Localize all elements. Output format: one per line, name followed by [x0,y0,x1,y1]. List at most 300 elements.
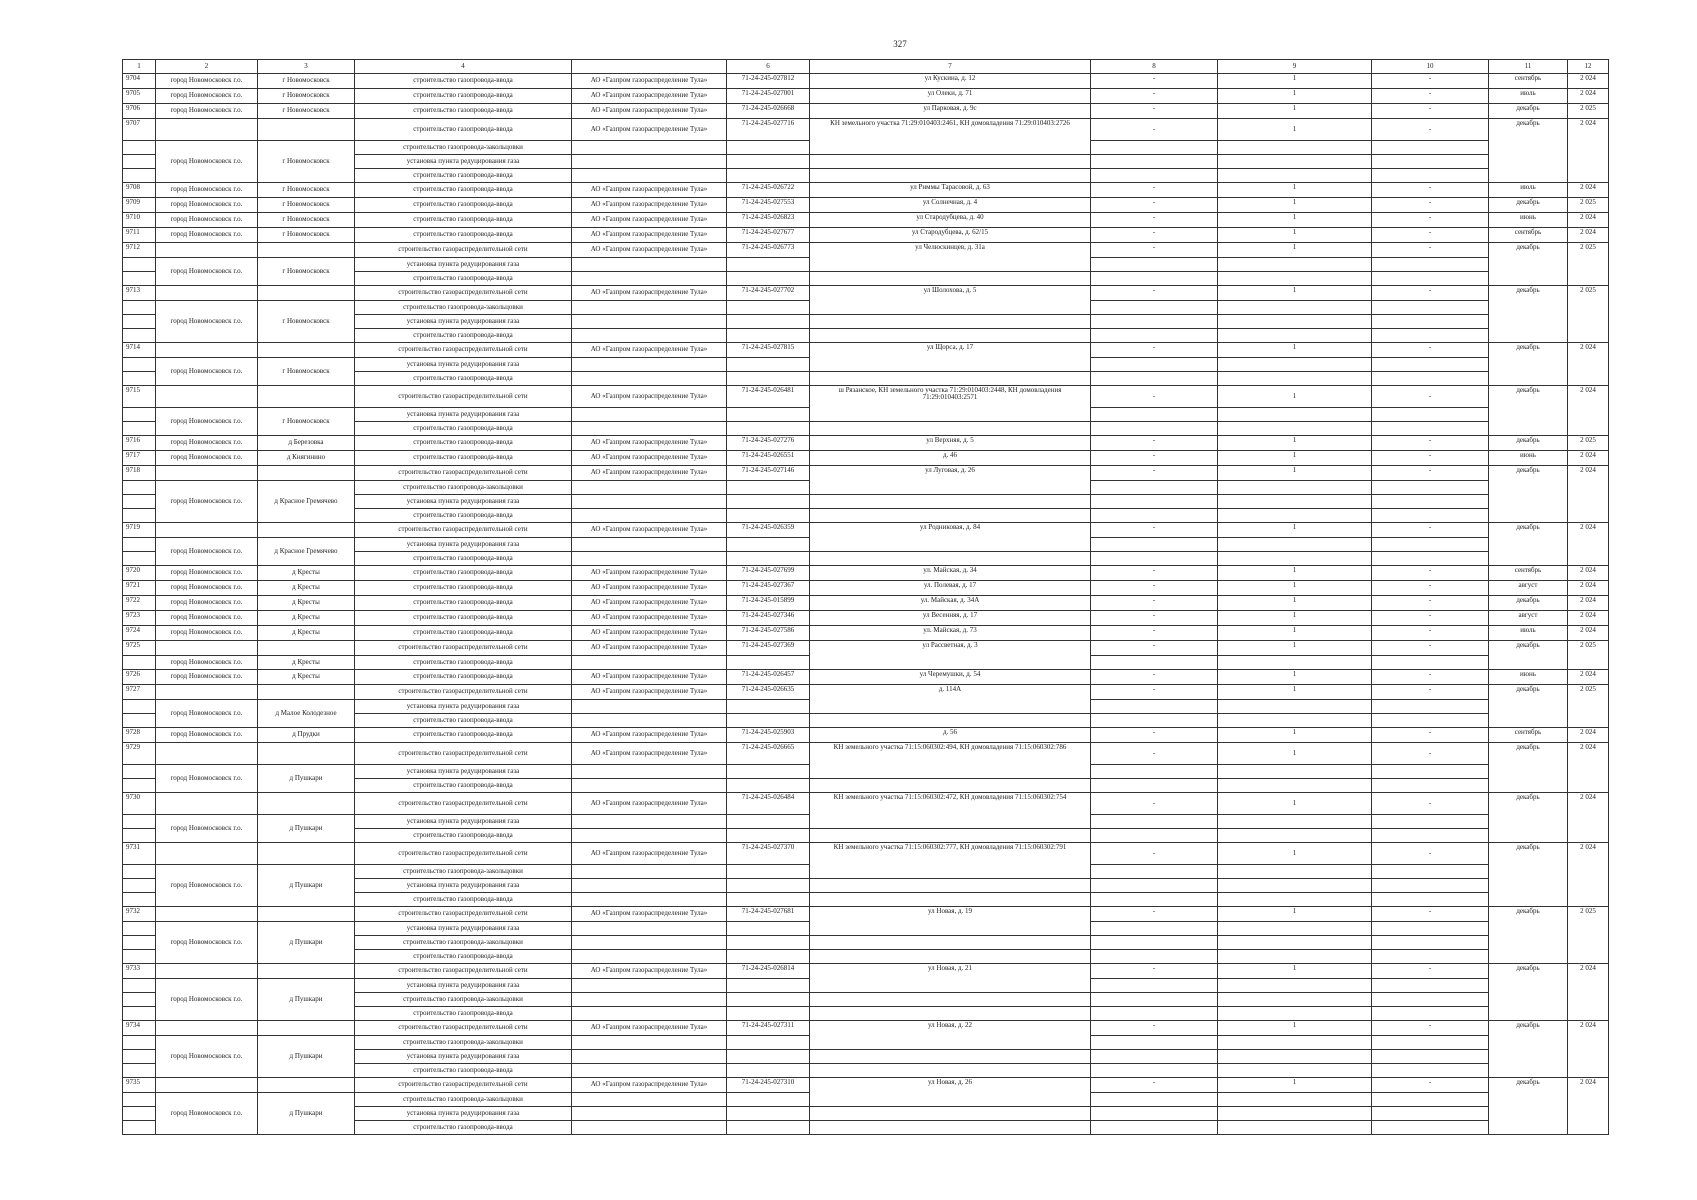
col9-empty [1218,329,1372,343]
col10-cell: - [1372,228,1489,243]
col8-empty [1091,1093,1218,1107]
gasification-table [122,59,1609,1135]
code-cell: 71-24-245-027716 [727,119,810,141]
code-cell: 71-24-245-026551 [727,451,810,466]
month-cell: сентябрь [1489,228,1568,243]
address-cell: ул. Майская, д. 73 [810,626,1091,641]
locality-cell: д Пушкари [258,1093,355,1135]
row-number: 9715 [123,386,156,408]
work-type-cell: строительство газораспределительной сети [355,286,572,301]
organization-empty [572,315,727,329]
row-number: 9728 [123,728,156,743]
work-type-cell: строительство газопровода-ввода [355,611,572,626]
organization-cell: АО «Газпром газораспределение Тула» [572,104,727,119]
work-type-cell: строительство газопровода-ввода [355,714,572,728]
organization-cell: АО «Газпром газораспределение Тула» [572,386,727,408]
organization-empty [572,258,727,272]
col9-cell: 1 [1218,743,1372,765]
row-number: 9713 [123,286,156,301]
row-number: 9706 [123,104,156,119]
col9-cell: 1 [1218,670,1372,685]
col9-cell: 1 [1218,964,1372,979]
organization-cell: АО «Газпром газораспределение Тула» [572,596,727,611]
code-cell: 71-24-245-027001 [727,89,810,104]
organization-empty [572,301,727,315]
table-row [123,343,1609,358]
col8-empty [1091,509,1218,523]
code-empty [727,552,810,566]
organization-empty [572,879,727,893]
code-empty [727,509,810,523]
organization-empty [572,656,727,670]
table-row [123,119,1609,141]
organization-cell: АО «Газпром газораспределение Тула» [572,566,727,581]
month-cell: декабрь [1489,436,1568,451]
work-type-cell: строительство газораспределительной сети [355,793,572,815]
month-cell: сентябрь [1489,728,1568,743]
col9-empty [1218,315,1372,329]
organization-cell: АО «Газпром газораспределение Тула» [572,1021,727,1036]
code-empty [727,936,810,950]
work-type-cell: установка пункта редуцирования газа [355,495,572,509]
row-number: 9708 [123,183,156,198]
organization-cell: АО «Газпром газораспределение Тула» [572,1078,727,1093]
col8-cell: - [1091,670,1218,685]
year-cell: 2 024 [1568,183,1609,198]
municipality-empty [156,343,258,358]
row-number: 9711 [123,228,156,243]
code-empty [727,714,810,728]
locality-cell: д Княгинино [258,451,355,466]
table-row [123,626,1609,641]
work-type-cell: строительство газопровода-закольцовки [355,936,572,950]
code-cell: 71-24-245-026773 [727,243,810,258]
organization-empty [572,141,727,155]
organization-cell: АО «Газпром газораспределение Тула» [572,228,727,243]
col10-empty [1372,765,1489,779]
row-number: 9730 [123,793,156,815]
table-row [123,596,1609,611]
col9-empty [1218,258,1372,272]
organization-empty [572,922,727,936]
col8-cell: - [1091,743,1218,765]
code-cell: 71-24-245-026635 [727,685,810,700]
col10-cell: - [1372,641,1489,656]
col10-empty [1372,829,1489,843]
row-number: 9717 [123,451,156,466]
organization-empty [572,481,727,495]
organization-empty [572,1093,727,1107]
address-cell: ул. Майская, д. 34А [810,596,1091,611]
col9-empty [1218,272,1372,286]
address-cell: ул Солнечная, д. 4 [810,198,1091,213]
gasification-table-container [122,59,1608,1135]
work-type-cell: установка пункта редуцирования газа [355,922,572,936]
organization-cell: АО «Газпром газораспределение Тула» [572,523,727,538]
year-cell: 2 025 [1568,286,1609,343]
col8-cell: - [1091,626,1218,641]
col10-empty [1372,315,1489,329]
col10-cell: - [1372,343,1489,358]
locality-cell: д Кресты [258,596,355,611]
month-cell: июль [1489,89,1568,104]
locality-cell: г Новомосковск [258,301,355,343]
address-cell: ул Рассветная, д. 3 [810,641,1091,670]
locality-cell: д Кресты [258,626,355,641]
municipality-cell: город Новомосковск г.о. [156,408,258,436]
address-cell: ул Черемушки, д. 54 [810,670,1091,685]
col9-empty [1218,829,1372,843]
work-type-cell: строительство газопровода-ввода [355,272,572,286]
month-cell: декабрь [1489,843,1568,907]
col10-empty [1372,922,1489,936]
col10-cell: - [1372,286,1489,301]
row-number-empty [123,656,156,670]
col8-cell: - [1091,343,1218,358]
address-empty [810,495,1091,509]
col10-cell: - [1372,198,1489,213]
col8-empty [1091,408,1218,422]
col9-empty [1218,656,1372,670]
year-cell: 2 024 [1568,74,1609,89]
organization-cell: АО «Газпром газораспределение Тула» [572,793,727,815]
col8-cell: - [1091,581,1218,596]
col8-cell: - [1091,843,1218,865]
code-cell: 71-24-245-026668 [727,104,810,119]
header-cell: 1 [123,60,156,74]
address-cell: ул Стародубцева, д. 40 [810,213,1091,228]
col9-empty [1218,1064,1372,1078]
address-empty [810,1121,1091,1135]
address-cell: ул Олеки, д. 71 [810,89,1091,104]
col9-empty [1218,1093,1372,1107]
header-row [123,60,1609,74]
work-type-cell: строительство газопровода-ввода [355,372,572,386]
row-number-empty [123,258,156,272]
col9-cell: 1 [1218,1078,1372,1093]
year-cell: 2 024 [1568,596,1609,611]
code-empty [727,1107,810,1121]
address-empty [810,879,1091,893]
header-cell: 11 [1489,60,1568,74]
work-type-cell: строительство газопровода-ввода [355,552,572,566]
col8-empty [1091,372,1218,386]
col9-empty [1218,815,1372,829]
col9-empty [1218,141,1372,155]
table-row [123,843,1609,865]
row-number: 9709 [123,198,156,213]
col9-cell: 1 [1218,228,1372,243]
organization-empty [572,169,727,183]
address-cell: д. 114А [810,685,1091,714]
address-empty [810,1050,1091,1064]
month-cell: декабрь [1489,964,1568,1021]
work-type-cell: строительство газопровода-ввода [355,728,572,743]
col8-empty [1091,169,1218,183]
table-row [123,104,1609,119]
row-number-empty [123,714,156,728]
col8-empty [1091,922,1218,936]
municipality-cell: город Новомосковск г.о. [156,89,258,104]
address-empty [810,893,1091,907]
locality-empty [258,343,355,358]
col8-empty [1091,481,1218,495]
header-cell: 12 [1568,60,1609,74]
organization-empty [572,358,727,372]
municipality-cell: город Новомосковск г.о. [156,626,258,641]
col8-cell: - [1091,119,1218,141]
locality-cell: д Кресты [258,611,355,626]
code-empty [727,893,810,907]
col8-empty [1091,700,1218,714]
month-cell: декабрь [1489,596,1568,611]
organization-empty [572,1107,727,1121]
row-number-empty [123,495,156,509]
col8-empty [1091,301,1218,315]
year-cell: 2 024 [1568,566,1609,581]
row-number: 9705 [123,89,156,104]
work-type-cell: строительство газопровода-ввода [355,566,572,581]
col9-cell: 1 [1218,1021,1372,1036]
table-row [123,728,1609,743]
year-cell: 2 024 [1568,843,1609,907]
table-body [123,74,1609,1135]
col10-empty [1372,1107,1489,1121]
locality-cell: д Малое Колодезное [258,700,355,728]
table-row [123,670,1609,685]
address-empty [810,936,1091,950]
col9-empty [1218,155,1372,169]
col8-cell: - [1091,1078,1218,1093]
year-cell: 2 024 [1568,611,1609,626]
page-number: 327 [893,39,907,49]
work-type-cell: строительство газопровода-ввода [355,656,572,670]
organization-empty [572,714,727,728]
municipality-cell: город Новомосковск г.о. [156,183,258,198]
year-cell: 2 024 [1568,119,1609,183]
col10-empty [1372,1093,1489,1107]
col10-empty [1372,422,1489,436]
row-number-empty [123,329,156,343]
row-number: 9724 [123,626,156,641]
address-cell: д. 46 [810,451,1091,466]
address-cell: ул Челюскинцев, д. 31а [810,243,1091,272]
col8-cell: - [1091,104,1218,119]
col10-empty [1372,552,1489,566]
col10-empty [1372,358,1489,372]
month-cell: декабрь [1489,523,1568,566]
col9-cell: 1 [1218,626,1372,641]
address-cell: ул Щорса, д. 17 [810,343,1091,372]
locality-cell: г Новомосковск [258,183,355,198]
work-type-cell: строительство газораспределительной сети [355,641,572,656]
municipality-cell: город Новомосковск г.о. [156,979,258,1021]
municipality-empty [156,243,258,258]
col8-empty [1091,315,1218,329]
code-cell: 71-24-245-027310 [727,1078,810,1093]
col10-cell: - [1372,596,1489,611]
col10-cell: - [1372,907,1489,922]
locality-empty [258,243,355,258]
month-cell: сентябрь [1489,74,1568,89]
locality-cell: д Кресты [258,656,355,670]
row-number-empty [123,408,156,422]
row-number-empty [123,1036,156,1050]
address-empty [810,1007,1091,1021]
municipality-cell: город Новомосковск г.о. [156,922,258,964]
address-cell: ул. Полевая, д. 17 [810,581,1091,596]
col10-empty [1372,865,1489,879]
col10-empty [1372,700,1489,714]
col8-cell: - [1091,386,1218,408]
col9-empty [1218,979,1372,993]
locality-empty [258,641,355,656]
row-number-empty [123,993,156,1007]
col10-empty [1372,481,1489,495]
row-number: 9707 [123,119,156,141]
col8-empty [1091,950,1218,964]
col9-empty [1218,1050,1372,1064]
col10-cell: - [1372,523,1489,538]
code-empty [727,765,810,779]
year-cell: 2 025 [1568,104,1609,119]
col10-cell: - [1372,183,1489,198]
municipality-cell: город Новомосковск г.о. [156,815,258,843]
code-empty [727,301,810,315]
municipality-empty [156,386,258,408]
year-cell: 2 024 [1568,228,1609,243]
organization-empty [572,865,727,879]
col8-cell: - [1091,728,1218,743]
work-type-cell: строительство газопровода-ввода [355,1121,572,1135]
code-empty [727,155,810,169]
year-cell: 2 024 [1568,728,1609,743]
col8-cell: - [1091,436,1218,451]
code-empty [727,865,810,879]
col8-cell: - [1091,685,1218,700]
municipality-cell: город Новомосковск г.о. [156,358,258,386]
code-empty [727,656,810,670]
col9-cell: 1 [1218,907,1372,922]
row-number: 9722 [123,596,156,611]
code-cell: 71-24-245-027586 [727,626,810,641]
address-cell: ул Новая, д. 22 [810,1021,1091,1050]
locality-cell: д Кресты [258,566,355,581]
work-type-cell: строительство газопровода-ввода [355,670,572,685]
col9-cell: 1 [1218,89,1372,104]
row-number-empty [123,700,156,714]
work-type-cell: строительство газопровода-ввода [355,779,572,793]
code-cell: 71-24-245-026359 [727,523,810,538]
organization-empty [572,1064,727,1078]
municipality-empty [156,1078,258,1093]
address-empty [810,509,1091,523]
col9-empty [1218,552,1372,566]
col9-cell: 1 [1218,611,1372,626]
row-number-empty [123,315,156,329]
col8-cell: - [1091,243,1218,258]
address-empty [810,829,1091,843]
month-cell: декабрь [1489,793,1568,843]
row-number: 9732 [123,907,156,922]
work-type-cell: строительство газопровода-ввода [355,626,572,641]
row-number-empty [123,1050,156,1064]
organization-empty [572,936,727,950]
work-type-cell: установка пункта редуцирования газа [355,1050,572,1064]
work-type-cell: строительство газопровода-закольцовки [355,481,572,495]
row-number-empty [123,155,156,169]
col9-cell: 1 [1218,581,1372,596]
col9-empty [1218,1121,1372,1135]
month-cell: декабрь [1489,198,1568,213]
organization-cell: АО «Газпром газораспределение Тула» [572,74,727,89]
col8-cell: - [1091,964,1218,979]
work-type-cell: строительство газопровода-ввода [355,596,572,611]
locality-cell: д Пушкари [258,865,355,907]
organization-empty [572,765,727,779]
organization-cell: АО «Газпром газораспределение Тула» [572,626,727,641]
col9-empty [1218,922,1372,936]
col8-cell: - [1091,1021,1218,1036]
work-type-cell: строительство газопровода-ввода [355,198,572,213]
organization-cell: АО «Газпром газораспределение Тула» [572,119,727,141]
organization-empty [572,1121,727,1135]
year-cell: 2 025 [1568,641,1609,670]
row-number-empty [123,141,156,155]
code-empty [727,1121,810,1135]
month-cell: июнь [1489,670,1568,685]
row-number-empty [123,936,156,950]
organization-empty [572,893,727,907]
row-number: 9723 [123,611,156,626]
row-number-empty [123,1064,156,1078]
address-empty [810,272,1091,286]
work-type-cell: строительство газопровода-закольцовки [355,1093,572,1107]
address-empty [810,155,1091,169]
work-type-cell: установка пункта редуцирования газа [355,408,572,422]
year-cell: 2 024 [1568,670,1609,685]
col8-empty [1091,656,1218,670]
col8-cell: - [1091,793,1218,815]
col10-empty [1372,950,1489,964]
col8-empty [1091,1036,1218,1050]
work-type-cell: строительство газопровода-закольцовки [355,865,572,879]
col8-cell: - [1091,286,1218,301]
code-empty [727,358,810,372]
address-cell: ул Весенняя, д. 17 [810,611,1091,626]
col10-empty [1372,509,1489,523]
municipality-empty [156,907,258,922]
municipality-cell: город Новомосковск г.о. [156,670,258,685]
organization-empty [572,372,727,386]
col10-empty [1372,258,1489,272]
col8-cell: - [1091,198,1218,213]
col10-empty [1372,155,1489,169]
municipality-empty [156,286,258,301]
code-empty [727,258,810,272]
row-number: 9718 [123,466,156,481]
work-type-cell: строительство газопровода-ввода [355,581,572,596]
year-cell: 2 024 [1568,523,1609,566]
month-cell: декабрь [1489,286,1568,343]
address-cell: КН земельного участка 71:15:060302:494, КН домовладения 71:15:060302:786 [810,743,1091,779]
work-type-cell: строительство газопровода-ввода [355,119,572,141]
month-cell: август [1489,581,1568,596]
organization-cell: АО «Газпром газораспределение Тула» [572,843,727,865]
municipality-empty [156,466,258,481]
work-type-cell: строительство газораспределительной сети [355,386,572,408]
organization-empty [572,272,727,286]
